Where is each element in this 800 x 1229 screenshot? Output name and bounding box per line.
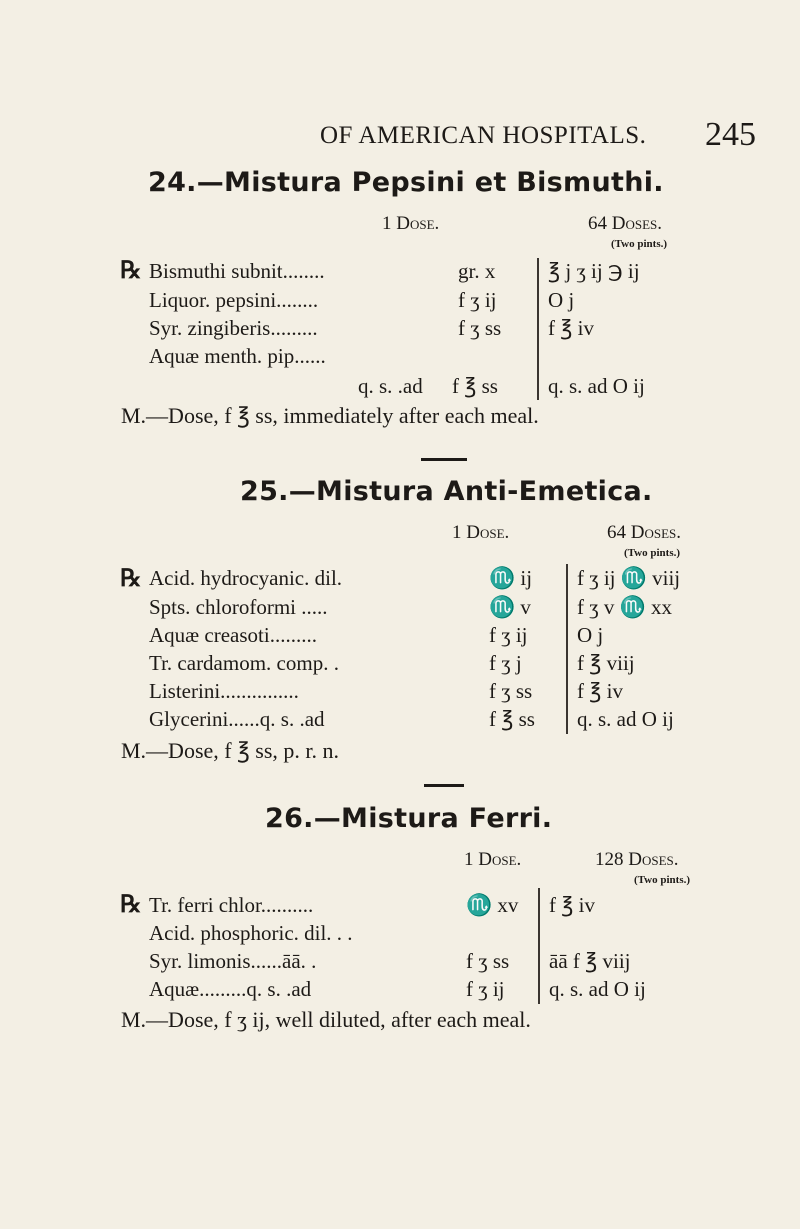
page-number: 245 <box>705 116 756 153</box>
section-26-row-3-bulk: āā f ℥ viij <box>549 949 631 973</box>
section-26-row-1-ingredient: Tr. ferri chlor.......... <box>149 893 314 917</box>
section-25-row-1-bulk: f ʒ ij ♏ viij <box>577 566 681 590</box>
section-26-rx-symbol: ℞ <box>120 892 142 918</box>
section-26-directions: M.—Dose, f ʒ ij, well diluted, after each meal. <box>121 1007 531 1032</box>
section-25-row-3-dose: f ʒ ij <box>489 623 528 647</box>
section-24-heading: 24.—Mistura Pepsini et Bismuthi. <box>148 167 664 198</box>
section-26-heading: 26.—Mistura Ferri. <box>265 803 553 834</box>
section-24-row-3-bulk: f ℥ iv <box>548 316 594 340</box>
section-24-row-1-ingredient: Bismuthi subnit........ <box>149 259 325 283</box>
section-25-col-dose-head: 1 Dose. <box>452 522 510 543</box>
section-25-col-bulk-head: 64 Doses. <box>607 522 682 543</box>
section-25-row-5-bulk: f ℥ iv <box>577 679 623 703</box>
section-26-column-divider <box>538 888 540 1004</box>
section-24-row-2-ingredient: Liquor. pepsini........ <box>149 288 319 312</box>
section-26-row-2-ingredient: Acid. phosphoric. dil. . . <box>149 921 353 945</box>
section-24-row-2-dose: f ʒ ij <box>458 288 497 312</box>
section-24-directions: M.—Dose, f ℥ ss, immediately after each meal. <box>121 403 539 428</box>
section-24-col-dose-head: 1 Dose. <box>382 213 440 234</box>
section-26-row-4-ingredient: Aquæ.........q. s. .ad <box>149 977 312 1001</box>
section-25-row-2-dose: ♏ v <box>489 595 531 619</box>
section-25-row-1-dose: ♏ ij <box>489 566 533 590</box>
section-25-directions: M.—Dose, f ℥ ss, p. r. n. <box>121 738 340 763</box>
section-separator-rule <box>421 458 467 461</box>
section-24-row-5-ingredient: q. s. .ad <box>358 374 423 398</box>
section-25-row-4-dose: f ʒ j <box>489 651 522 675</box>
section-26-row-4-dose: f ʒ ij <box>466 977 505 1001</box>
section-25-row-6-bulk: q. s. ad O ij <box>577 707 674 731</box>
section-26-row-1-dose: ♏ xv <box>466 893 519 917</box>
section-26-row-3-ingredient: Syr. limonis......āā. . <box>149 949 317 973</box>
running-head-title: OF AMERICAN HOSPITALS. <box>320 122 647 149</box>
section-25-rx-symbol: ℞ <box>120 566 142 592</box>
section-separator-rule <box>424 784 464 787</box>
section-25-row-2-bulk: f ʒ v ♏ xx <box>577 595 672 619</box>
section-25-row-3-bulk: O j <box>577 623 604 647</box>
section-25-heading: 25.—Mistura Anti-Emetica. <box>240 476 653 507</box>
section-24-row-3-dose: f ʒ ss <box>458 316 502 340</box>
section-25-row-4-bulk: f ℥ viij <box>577 651 635 675</box>
section-25-column-divider <box>566 564 568 734</box>
section-26-col-dose-head: 1 Dose. <box>464 849 522 870</box>
section-26-col-bulk-head: 128 Doses. <box>595 849 679 870</box>
section-24-row-1-bulk: ℥ j ʒ ij ℈ ij <box>548 259 640 283</box>
section-24-col-bulk-head: 64 Doses. <box>588 213 663 234</box>
section-25-row-6-dose: f ℥ ss <box>489 707 535 731</box>
section-24-row-1-dose: gr. x <box>458 259 496 283</box>
section-25-row-2-ingredient: Spts. chloroformi ..... <box>149 595 328 619</box>
section-25-row-6-ingredient: Glycerini......q. s. .ad <box>149 707 325 731</box>
section-26-row-1-bulk: f ℥ iv <box>549 893 595 917</box>
section-26-col-bulk-note: (Two pints.) <box>634 874 691 886</box>
section-25-row-3-ingredient: Aquæ creasoti......... <box>149 623 317 647</box>
section-25-row-5-ingredient: Listerini............... <box>149 679 299 703</box>
section-25-col-bulk-note: (Two pints.) <box>624 547 681 559</box>
section-24-row-3-ingredient: Syr. zingiberis......... <box>149 316 318 340</box>
section-24-col-bulk-note: (Two pints.) <box>611 238 668 250</box>
section-25-row-1-ingredient: Acid. hydrocyanic. dil. <box>149 566 343 590</box>
section-24-rx-symbol: ℞ <box>120 258 142 284</box>
section-26-row-4-bulk: q. s. ad O ij <box>549 977 646 1001</box>
section-24-row-5-bulk: q. s. ad O ij <box>548 374 645 398</box>
section-25-row-4-ingredient: Tr. cardamom. comp. . <box>149 651 339 675</box>
section-26-row-3-dose: f ʒ ss <box>466 949 510 973</box>
section-24-column-divider <box>537 258 539 400</box>
section-25-row-5-dose: f ʒ ss <box>489 679 533 703</box>
section-24-row-4-ingredient: Aquæ menth. pip...... <box>149 344 326 368</box>
section-24-row-5-dose: f ℥ ss <box>452 374 498 398</box>
running-head <box>0 116 800 162</box>
section-24-row-2-bulk: O j <box>548 288 575 312</box>
